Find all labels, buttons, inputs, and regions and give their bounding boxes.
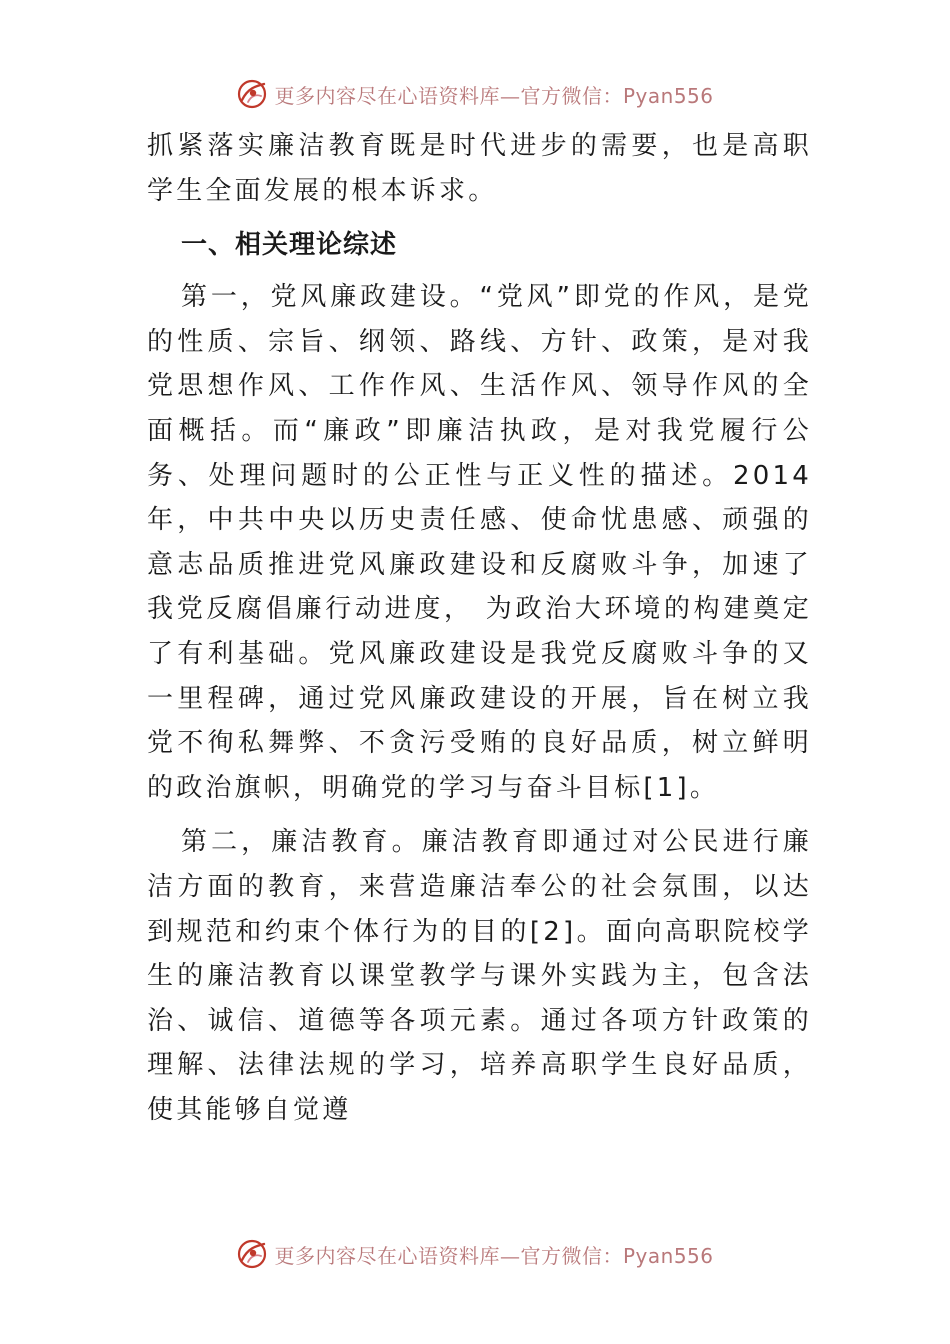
section-heading: 一、相关理论综述: [181, 230, 398, 261]
watermark-footer: [0, 1234, 950, 1274]
document-body: [147, 124, 812, 1132]
paragraph-integrity-education: 第二，廉洁教育。廉洁教育即通过对公民进行廉洁方面的教育，来营造廉洁奉公的社会氛围，以达到规范和约束个体行为的目的[2]。面向高职院校学生的廉洁教育以课堂教学与课外实践为主，包含法治、诚信、道德等各项元素。通过各项方针政策的理解、法律法规的学习，培养高职学生良好品质，使其能够自觉遵: [147, 827, 812, 1125]
paragraph-party-conduct: 第一，党风廉政建设。“党风”即党的作风，是党的性质、宗旨、纲领、路线、方针、政策，是对我党思想作风、工作作风、生活作风、领导作风的全面概括。而“廉政”即廉洁执政，是对我党履行公务、处理问题时的公正性与正义性的描述。2014 年，中共中央以历史责任感、使命忧患感、顽强的意志品质推进党风廉政建设和反腐败斗争，加速了我党反腐倡廉行动进度， 为政治大环境的构建奠定了有利基础。党风廉政建设是我党反腐败斗争的又一里程碑，通过党风廉政建设的开展，旨在树立我党不徇私舞弊、不贪污受贿的良好品质，树立鲜明的政治旗帜，明确党的学习与奋斗目标[1]。: [147, 282, 812, 803]
watermark-text: [274, 1240, 713, 1269]
watermark-label: 更多内容尽在心语资料库—官方微信：: [274, 1243, 623, 1268]
watermark-wechat-id: Pyan556: [622, 1243, 714, 1268]
logo-icon: [236, 1238, 268, 1270]
watermark-header: [0, 74, 950, 114]
watermark-label: 更多内容尽在心语资料库—官方微信：: [274, 83, 623, 108]
watermark-wechat-id: Pyan556: [622, 83, 714, 108]
logo-icon: [236, 78, 268, 110]
intro-paragraph: 抓紧落实廉洁教育既是时代进步的需要，也是高职学生全面发展的根本诉求。: [147, 131, 812, 206]
watermark-text: [274, 80, 713, 109]
